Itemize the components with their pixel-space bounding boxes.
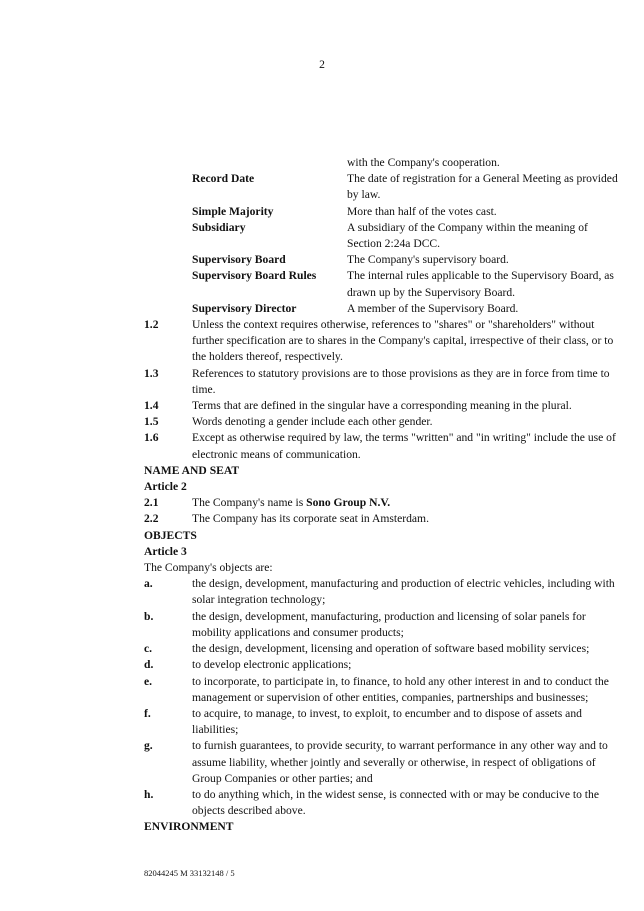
clause-text: Terms that are defined in the singular have a corresponding meaning in the plural. [192, 399, 572, 413]
clause-number: 1.4 [144, 399, 159, 413]
object-text: the design, development, manufacturing and production of electric vehicles, including with solar integration technology; [192, 577, 615, 607]
definition-continuation: with the Company's cooperation. [347, 156, 500, 169]
clause-1-6 [144, 430, 624, 462]
object-item-b [144, 609, 624, 641]
clause-1-3 [144, 366, 624, 398]
clause-text: Except as otherwise required by law, the terms "written" and "in writing" include the use of electronic means of communication. [192, 431, 616, 461]
definition-term: Record Date [192, 172, 255, 186]
page-number: 2 [319, 58, 325, 71]
section-heading-name-and-seat: NAME AND SEAT [144, 463, 240, 477]
object-item-g [144, 738, 624, 787]
object-item-d [144, 657, 624, 673]
clause-2-1 [144, 495, 624, 511]
section-heading-objects: OBJECTS [144, 528, 197, 542]
definition-row [144, 268, 624, 300]
footer-reference: 82044245 M 33132148 / 5 [144, 868, 235, 878]
article-3-title: Article 3 [144, 544, 187, 558]
object-item-f [144, 706, 624, 738]
clause-number: 1.6 [144, 431, 159, 445]
object-letter: b. [144, 609, 154, 623]
object-letter: c. [144, 642, 153, 656]
object-text: to furnish guarantees, to provide security, to warrant performance in any other way and to assume liability, whether jointly and severally or otherwise, in respect of obligations of Group Companies or other parties; and [192, 739, 608, 785]
definition-term: Supervisory Director [192, 301, 297, 315]
clause-number: 1.2 [144, 318, 159, 332]
definition-row [144, 220, 624, 252]
object-letter: h. [144, 787, 154, 801]
definition-term: Subsidiary [192, 220, 246, 234]
object-text: to do anything which, in the widest sense, is connected with or may be conducive to the objects described above. [192, 787, 599, 818]
definition-desc: More than half of the votes cast. [347, 204, 497, 218]
definition-desc: The internal rules applicable to the Supervisory Board, as drawn up by the Supervisory Board. [347, 269, 614, 299]
clause-text-lead: The Company's name is [192, 496, 307, 510]
definition-desc: A subsidiary of the Company within the meaning of Section 2:24a DCC. [347, 220, 588, 251]
object-letter: a. [144, 577, 153, 591]
company-name: Sono Group N.V. [306, 496, 391, 510]
object-item-e [144, 674, 624, 706]
clause-text: Unless the context requires otherwise, references to "shares" or "shareholders" without further specification are to shares in the Company's capital, irrespective of their class, or to the holders thereof, respectively. [192, 318, 614, 364]
object-item-a [144, 576, 624, 608]
clause-number: 2.1 [144, 496, 159, 510]
clause-number: 1.3 [144, 366, 159, 380]
clause-number: 2.2 [144, 512, 159, 526]
object-text: to develop electronic applications; [192, 658, 352, 672]
document-body [144, 155, 624, 836]
article-2-title: Article 2 [144, 480, 187, 494]
definitions-list [144, 155, 624, 317]
definition-term: Supervisory Board Rules [192, 269, 317, 283]
clause-number: 1.5 [144, 415, 159, 429]
clause-text: The Company has its corporate seat in Amsterdam. [192, 512, 429, 526]
definition-desc: The Company's supervisory board. [347, 253, 509, 267]
object-letter: f. [144, 706, 151, 720]
section-heading-environment: ENVIRONMENT [144, 820, 234, 834]
definition-row [144, 252, 624, 268]
object-letter: d. [144, 658, 154, 672]
definition-desc: The date of registration for a General Meeting as provided by law. [347, 172, 618, 202]
definition-term: Simple Majority [192, 204, 274, 218]
definition-row [144, 171, 624, 203]
definition-term: Supervisory Board [192, 253, 286, 267]
article-3-intro: The Company's objects are: [144, 561, 273, 575]
definition-desc: A member of the Supervisory Board. [347, 301, 519, 315]
clause-2-2 [144, 511, 624, 527]
definition-row [144, 204, 624, 220]
object-item-h [144, 787, 624, 819]
clause-text: Words denoting a gender include each other gender. [192, 415, 433, 429]
clause-1-2 [144, 317, 624, 366]
object-text: to incorporate, to participate in, to finance, to hold any other interest in and to conduct the management or supervision of other entities, companies, partnerships and businesses; [192, 674, 609, 704]
object-letter: g. [144, 739, 153, 753]
object-text: the design, development, licensing and operation of software based mobility services; [192, 642, 590, 656]
object-text: to acquire, to manage, to invest, to exploit, to encumber and to dispose of assets and liabilities; [192, 706, 582, 737]
definition-row [144, 301, 624, 317]
object-text: the design, development, manufacturing, production and licensing of solar panels for mobility applications and consumer products; [192, 609, 586, 639]
clause-text: References to statutory provisions are to those provisions as they are in force from time to time. [192, 366, 610, 396]
object-item-c [144, 641, 624, 657]
clause-1-4 [144, 398, 624, 414]
clause-1-5 [144, 414, 624, 430]
object-letter: e. [144, 674, 153, 688]
clause-text [192, 495, 624, 511]
